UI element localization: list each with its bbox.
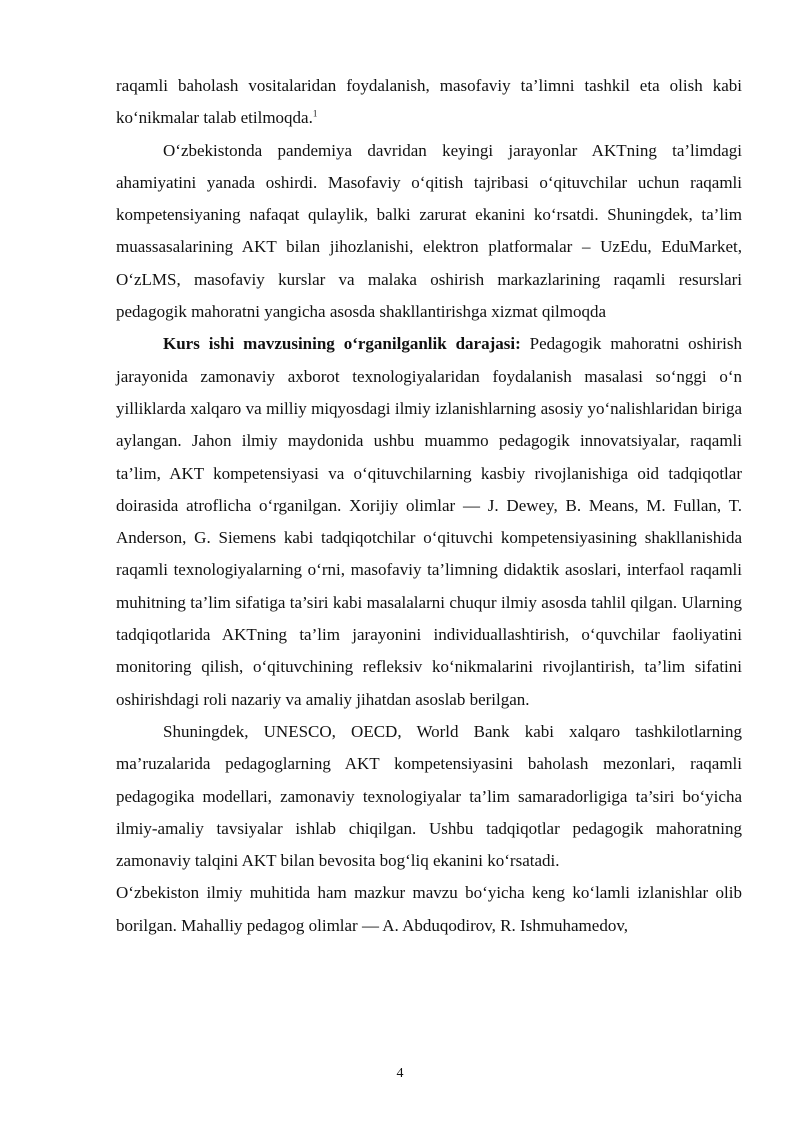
- page-number: 4: [396, 1066, 404, 1081]
- footnote-marker: 1: [312, 108, 318, 119]
- section-heading: Kurs ishi mavzusining o‘rganilganlik darajasi:: [163, 334, 521, 354]
- paragraph-text: raqamli baholash vositalaridan foydalanish, masofaviy ta’limni tashkil eta olish kabi ko‘nikmalar talab etilmoqda.: [116, 76, 742, 128]
- paragraph-research-degree: [116, 328, 742, 716]
- paragraph-pandemic: O‘zbekistonda pandemiya davridan keyingi jarayonlar AKTning ta’limdagi ahamiyatini yanada oshirdi. Masofaviy o‘qitish tajribasi o‘qituvchilar uchun raqamli kompetensiyaning nafaqat qulaylik, balki zarurat ekanini ko‘rsatdi. Shuningdek, ta’lim muassasalarining AKT bilan jihozlanishi, elektron platformalar – UzEdu, EduMarket, O‘zLMS, masofaviy kurslar va malaka oshirish markazlarining raqamli resurslari pedagogik mahoratni yangicha asosda shakllantirishga xizmat qilmoqda: [116, 140, 742, 322]
- paragraph-uzbekistan-research: O‘zbekiston ilmiy muhitida ham mazkur mavzu bo‘yicha keng ko‘lamli izlanishlar olib borilgan. Mahalliy pedagog olimlar — A. Abduqodirov, R. Ishmuhamedov,: [116, 883, 742, 935]
- paragraph-continuation: [116, 70, 742, 135]
- paragraph-international-organizations: Shuningdek, UNESCO, OECD, World Bank kabi xalqaro tashkilotlarning ma’ruzalarida pedagoglarning AKT kompetensiyasini baholash mezonlari, raqamli pedagogika modellari, zamonaviy texnologiyalar ta’lim samaradorligiga ta’siri bo‘yicha ilmiy-amaliy tavsiyalar ishlab chiqilgan. Ushbu tadqiqotlar pedagogik mahoratning zamonaviy talqini AKT bilan bevosita bog‘liq ekanini ko‘rsatadi.: [116, 721, 742, 871]
- paragraph-text: Pedagogik mahoratni oshirish jarayonida zamonaviy axborot texnologiyalaridan foydalanish masalasi so‘nggi o‘n yilliklarda xalqaro va milliy miqyosdagi ilmiy izlanishlarning asosiy yo‘nalishlaridan biriga aylangan. Jahon ilmiy maydonida ushbu muammo pedagogik innovatsiyalar, raqamli ta’lim, AKT kompetensiyasi va o‘qituvchilarning kasbiy rivojlanishiga oid tadqiqotlar doirasida atroflicha o‘rganilgan. Xorijiy olimlar — J. Dewey, B. Means, M. Fullan, T. Anderson, G. Siemens kabi tadqiqotchilar o‘qituvchi kompetensiyasining shakllanishida raqamli texnologiyalarning o‘rni, masofaviy ta’limning didaktik asoslari, interfaol raqamli muhitning ta’lim sifatiga ta’siri kabi masalalarni chuqur ilmiy asosda tahlil qilgan. Ularning tadqiqotlarida AKTning ta’lim jarayonini individuallashtirish, o‘quvchilar faoliyatini monitoring qilish, o‘qituvchining refleksiv ko‘nikmalarini rivojlantirish, ta’lim sifatini oshirishdagi roli nazariy va amaliy jihatdan asoslab berilgan.: [116, 334, 742, 709]
